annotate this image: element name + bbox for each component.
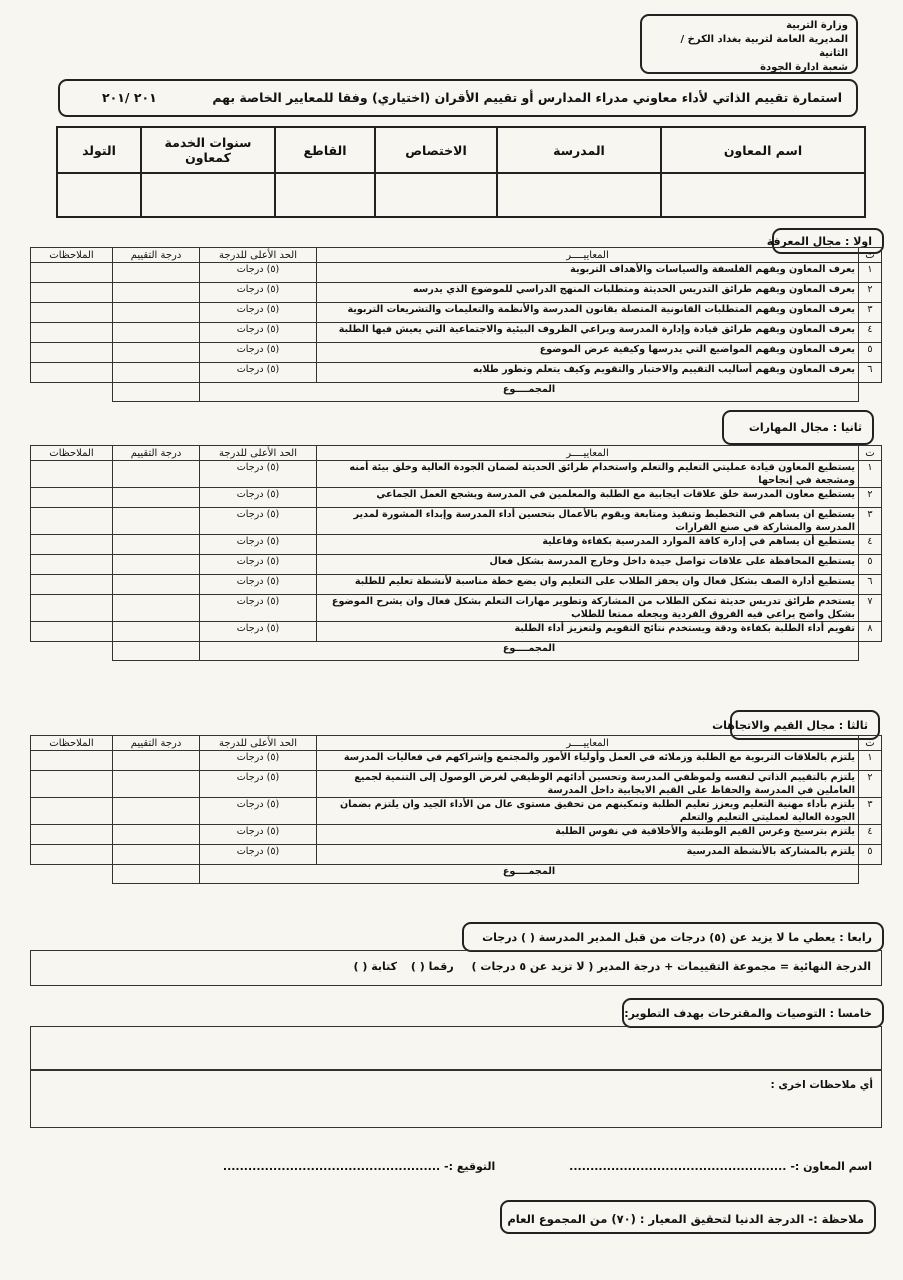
max-score: (٥) درجات xyxy=(200,575,317,595)
notes-cell[interactable] xyxy=(31,323,113,343)
info-input-cell[interactable] xyxy=(661,173,865,217)
notes-cell[interactable] xyxy=(31,343,113,363)
table-row xyxy=(31,622,882,642)
col-max: الحد الأعلى للدرجة xyxy=(200,736,317,751)
item-number: ٣ xyxy=(859,798,882,825)
notes-cell[interactable] xyxy=(31,488,113,508)
criterion-text: يستخدم طرائق تدريس حديثة تمكن الطلاب من المشاركة وتطوير مهارات التعلم بشكل فعال وان يشرح الموضوع بشكل واضح يراعي فيه الفروق الفردية ويجعله ممتعا للطلاب xyxy=(317,595,859,622)
info-input-cell[interactable] xyxy=(57,173,141,217)
notes-cell[interactable] xyxy=(31,798,113,825)
item-number: ٤ xyxy=(859,323,882,343)
table-row xyxy=(31,575,882,595)
criterion-text: يستطيع المحافظة على علاقات تواصل جيدة داخل وخارج المدرسة بشكل فعال xyxy=(317,555,859,575)
max-score: (٥) درجات xyxy=(200,825,317,845)
criteria-table-values xyxy=(30,735,882,884)
info-header-cell: المدرسة xyxy=(497,127,661,173)
info-input-cell[interactable] xyxy=(375,173,497,217)
info-header-cell: الاختصاص xyxy=(375,127,497,173)
notes-cell[interactable] xyxy=(31,283,113,303)
table-row xyxy=(31,555,882,575)
info-input-cell[interactable] xyxy=(497,173,661,217)
criterion-text: يلتزم بالتقييم الذاتي لنفسه ولموظفي المدرسة وتحسين أدائهم الوظيفي لغرض الوصول إلى التنمية لجميع العاملين في المدرسة والحفاظ على القيم الايجابية داخل المدرسة xyxy=(317,771,859,798)
minimum-grade-note: ملاحظة :- الدرجة الدنيا لتحقيق المعيار : (٧٠) من المجموع العام xyxy=(500,1200,876,1234)
criterion-text: يلتزم بترسيخ وغرس القيم الوطنية والأخلاقية في نفوس الطلبة xyxy=(317,825,859,845)
table-row xyxy=(31,461,882,488)
criterion-text: يستطيع معاون المدرسة خلق علاقات ايجابية مع الطلبة والمعلمين في المدرسة ويشجع العمل الجماعي xyxy=(317,488,859,508)
max-score: (٥) درجات xyxy=(200,461,317,488)
assistant-name-label: اسم المعاون :- xyxy=(790,1160,872,1173)
col-grade: درجة التقييم xyxy=(113,248,200,263)
max-score: (٥) درجات xyxy=(200,303,317,323)
col-criteria: المعاييــــر xyxy=(317,736,859,751)
criterion-text: يستطيع أدارة الصف بشكل فعال وان يحفز الطلاب على التعليم وان يضع خطة مناسبة لأنشطة تعليم للطلبة xyxy=(317,575,859,595)
col-grade: درجة التقييم xyxy=(113,736,200,751)
max-score: (٥) درجات xyxy=(200,535,317,555)
item-number: ٤ xyxy=(859,825,882,845)
final-grade-written[interactable]: كتابة ( ) xyxy=(353,960,398,973)
item-number: ٨ xyxy=(859,622,882,642)
criterion-text: يعرف المعاون ويفهم المواضيع التي يدرسها وكيفية عرض الموضوع xyxy=(317,343,859,363)
item-number: ٥ xyxy=(859,343,882,363)
item-number: ٦ xyxy=(859,575,882,595)
col-grade: درجة التقييم xyxy=(113,446,200,461)
info-header-cell: سنوات الخدمة كمعاون xyxy=(141,127,275,173)
max-score: (٥) درجات xyxy=(200,595,317,622)
other-notes-label: أي ملاحظات اخرى : xyxy=(770,1079,873,1091)
table-row xyxy=(31,488,882,508)
col-notes: الملاحظات xyxy=(31,736,113,751)
notes-cell[interactable] xyxy=(31,508,113,535)
item-number: ٢ xyxy=(859,771,882,798)
final-grade-formula: الدرجة النهائية = مجموعة التقييمات + درجة المدير ( لا تزيد عن ٥ درجات ) xyxy=(471,960,871,973)
grade-cell[interactable] xyxy=(113,575,200,595)
section-heading-principal: رابعا : يعطي ما لا يزيد عن (٥) درجات من قبل المدير المدرسة ( ) درجات xyxy=(462,922,884,952)
item-number: ١ xyxy=(859,461,882,488)
notes-cell[interactable] xyxy=(31,555,113,575)
grade-cell[interactable] xyxy=(113,343,200,363)
info-header-cell: التولد xyxy=(57,127,141,173)
grade-cell[interactable] xyxy=(113,461,200,488)
col-notes: الملاحظات xyxy=(31,446,113,461)
criterion-text: يستطيع ان يساهم في التخطيط وتنفيذ ومتابعة ويقوم بالأعمال بتحسين أداء المدرسة وإبداء المشورة لمدير المدرسة والمشاركة في صنع القرارات xyxy=(317,508,859,535)
max-score: (٥) درجات xyxy=(200,488,317,508)
grade-cell[interactable] xyxy=(113,845,200,865)
table-row xyxy=(31,323,882,343)
item-number: ٣ xyxy=(859,508,882,535)
grade-cell[interactable] xyxy=(113,303,200,323)
col-num: ت xyxy=(859,446,882,461)
max-score: (٥) درجات xyxy=(200,798,317,825)
table-row xyxy=(31,263,882,283)
table-row xyxy=(31,363,882,383)
item-number: ٦ xyxy=(859,363,882,383)
table-row xyxy=(31,825,882,845)
col-notes: الملاحظات xyxy=(31,248,113,263)
item-number: ٧ xyxy=(859,595,882,622)
section-heading: ثانيا : مجال المهارات xyxy=(722,410,874,445)
criterion-text: يعرف المعاون ويفهم الفلسفة والسياسات والأهداف التربوية xyxy=(317,263,859,283)
item-number: ٢ xyxy=(859,488,882,508)
notes-cell[interactable] xyxy=(31,771,113,798)
table-row xyxy=(31,508,882,535)
col-max: الحد الأعلى للدرجة xyxy=(200,446,317,461)
criterion-text: يستطيع أن يساهم في إدارة كافة الموارد المدرسية بكفاءة وفاعلية xyxy=(317,535,859,555)
criterion-text: يعرف المعاون ويفهم طرائق التدريس الحديثة ومتطلبات المنهج الدراسي للموضوع الذي يدرسه xyxy=(317,283,859,303)
info-header-cell: القاطع xyxy=(275,127,375,173)
max-score: (٥) درجات xyxy=(200,508,317,535)
grade-cell[interactable] xyxy=(113,535,200,555)
signature-label: التوقيع :- xyxy=(444,1160,496,1173)
max-score: (٥) درجات xyxy=(200,622,317,642)
grade-cell[interactable] xyxy=(113,751,200,771)
criterion-text: يعرف المعاون ويفهم أساليب التقييم والاختبار والتقويم وكيف يتعلم وتطور طلابه xyxy=(317,363,859,383)
notes-cell[interactable] xyxy=(31,825,113,845)
directorate-name: المديرية العامة لتربية بغداد الكرخ / الثانية xyxy=(680,34,848,59)
notes-cell[interactable] xyxy=(31,575,113,595)
form-title-box xyxy=(58,79,858,117)
info-input-cell[interactable] xyxy=(275,173,375,217)
total-grade-cell[interactable] xyxy=(113,383,200,402)
section-heading: اولا : مجال المعرفة xyxy=(772,228,884,254)
grade-cell[interactable] xyxy=(113,508,200,535)
other-notes-field[interactable] xyxy=(30,1070,882,1128)
max-score: (٥) درجات xyxy=(200,771,317,798)
table-row xyxy=(31,303,882,323)
final-grade-numeric[interactable]: رقما ( ) xyxy=(410,960,454,973)
table-row xyxy=(31,343,882,363)
table-row xyxy=(31,535,882,555)
item-number: ٥ xyxy=(859,555,882,575)
notes-cell[interactable] xyxy=(31,535,113,555)
grade-cell[interactable] xyxy=(113,263,200,283)
notes-cell[interactable] xyxy=(31,263,113,283)
max-score: (٥) درجات xyxy=(200,751,317,771)
division-name: شعبة ادارة الجودة xyxy=(760,62,848,73)
item-number: ٢ xyxy=(859,283,882,303)
criterion-text: يعرف المعاون ويفهم طرائق قيادة وإدارة المدرسة ويراعي الظروف البيئية والاجتماعية التي يعيش فيها الطلبة xyxy=(317,323,859,343)
info-input-cell[interactable] xyxy=(141,173,275,217)
total-grade-cell[interactable] xyxy=(113,865,200,884)
grade-cell[interactable] xyxy=(113,771,200,798)
table-row xyxy=(31,751,882,771)
max-score: (٥) درجات xyxy=(200,555,317,575)
criterion-text: يلتزم بالعلاقات التربوية مع الطلبة وزملائه في العمل وأولياء الأمور والمجتمع وإشراكهم في فعاليات المدرسة xyxy=(317,751,859,771)
max-score: (٥) درجات xyxy=(200,343,317,363)
criterion-text: يعرف المعاون ويفهم المتطلبات القانونية المتصلة بقانون المدرسة والأنظمة والتعليمات والتشريعات التربوية xyxy=(317,303,859,323)
notes-cell[interactable] xyxy=(31,363,113,383)
form-title: استمارة تقييم الذاتي لأداء معاوني مدراء المدارس أو تقييم الأقران (اختياري) وفقا للمعايير الخاصة بهم xyxy=(212,90,842,105)
info-table xyxy=(56,126,866,218)
ministry-name: وزارة التربية xyxy=(786,20,848,31)
grade-cell[interactable] xyxy=(113,825,200,845)
grade-cell[interactable] xyxy=(113,595,200,622)
grade-cell[interactable] xyxy=(113,488,200,508)
total-label: المجمــــوع xyxy=(200,383,859,402)
grade-cell[interactable] xyxy=(113,363,200,383)
notes-cell[interactable] xyxy=(31,461,113,488)
item-number: ٥ xyxy=(859,845,882,865)
section-heading: ثالثا : مجال القيم والاتجاهات xyxy=(730,710,880,740)
table-row xyxy=(31,798,882,825)
total-row xyxy=(31,865,882,884)
col-criteria: المعاييــــر xyxy=(317,446,859,461)
assistant-name-field[interactable]: .................................................... xyxy=(569,1160,787,1173)
grade-cell[interactable] xyxy=(113,798,200,825)
criterion-text: يلتزم بالمشاركة بالأنشطة المدرسية xyxy=(317,845,859,865)
grade-cell[interactable] xyxy=(113,323,200,343)
signature-field[interactable]: .................................................... xyxy=(222,1160,441,1173)
total-row xyxy=(31,642,882,661)
col-max: الحد الأعلى للدرجة xyxy=(200,248,317,263)
final-grade-box xyxy=(30,950,882,986)
notes-cell[interactable] xyxy=(31,622,113,642)
criteria-table-knowledge xyxy=(30,247,882,402)
table-row xyxy=(31,771,882,798)
form-year: ٢٠١ /٢٠١ xyxy=(102,90,157,105)
grade-cell[interactable] xyxy=(113,283,200,303)
criteria-table-skills xyxy=(30,445,882,661)
notes-cell[interactable] xyxy=(31,303,113,323)
item-number: ١ xyxy=(859,751,882,771)
total-label: المجمــــوع xyxy=(200,642,859,661)
col-criteria: المعاييــــر xyxy=(317,248,859,263)
max-score: (٥) درجات xyxy=(200,263,317,283)
recommendations-field[interactable] xyxy=(30,1026,882,1070)
info-header-cell: اسم المعاون xyxy=(661,127,865,173)
criterion-text: يلتزم بأداء مهنية التعليم ويعزز تعليم الطلبة وتمكينهم من تحقيق مستوى عال من الأداء الجيد وان يلتزم بضمان الجودة العالية لعمليتي التعليم والتعلم xyxy=(317,798,859,825)
ministry-header-box xyxy=(640,14,858,74)
total-grade-cell[interactable] xyxy=(113,642,200,661)
section-heading: خامسا : التوصيات والمقترحات بهدف التطوير: xyxy=(622,998,884,1028)
grade-cell[interactable] xyxy=(113,555,200,575)
item-number: ٤ xyxy=(859,535,882,555)
notes-cell[interactable] xyxy=(31,751,113,771)
total-row xyxy=(31,383,882,402)
col-num: ت xyxy=(859,736,882,751)
criterion-text: تقويم أداء الطلبة بكفاءة ودقة ويستخدم نتائج التقويم ولتعزيز أداء الطلبة xyxy=(317,622,859,642)
criterion-text: يستطيع المعاون قيادة عمليتي التعليم والتعلم واستخدام طرائق الحديثة لضمان الجودة العالية وخلق بيئة أمنه ومشجعة في إنجاحها xyxy=(317,461,859,488)
total-label: المجمــــوع xyxy=(200,865,859,884)
table-row xyxy=(31,595,882,622)
item-number: ١ xyxy=(859,263,882,283)
notes-cell[interactable] xyxy=(31,595,113,622)
max-score: (٥) درجات xyxy=(200,323,317,343)
notes-cell[interactable] xyxy=(31,845,113,865)
signature-line xyxy=(30,1160,872,1180)
grade-cell[interactable] xyxy=(113,622,200,642)
item-number: ٣ xyxy=(859,303,882,323)
col-num: ت xyxy=(859,248,882,263)
table-row xyxy=(31,845,882,865)
max-score: (٥) درجات xyxy=(200,845,317,865)
table-row xyxy=(31,283,882,303)
max-score: (٥) درجات xyxy=(200,363,317,383)
max-score: (٥) درجات xyxy=(200,283,317,303)
